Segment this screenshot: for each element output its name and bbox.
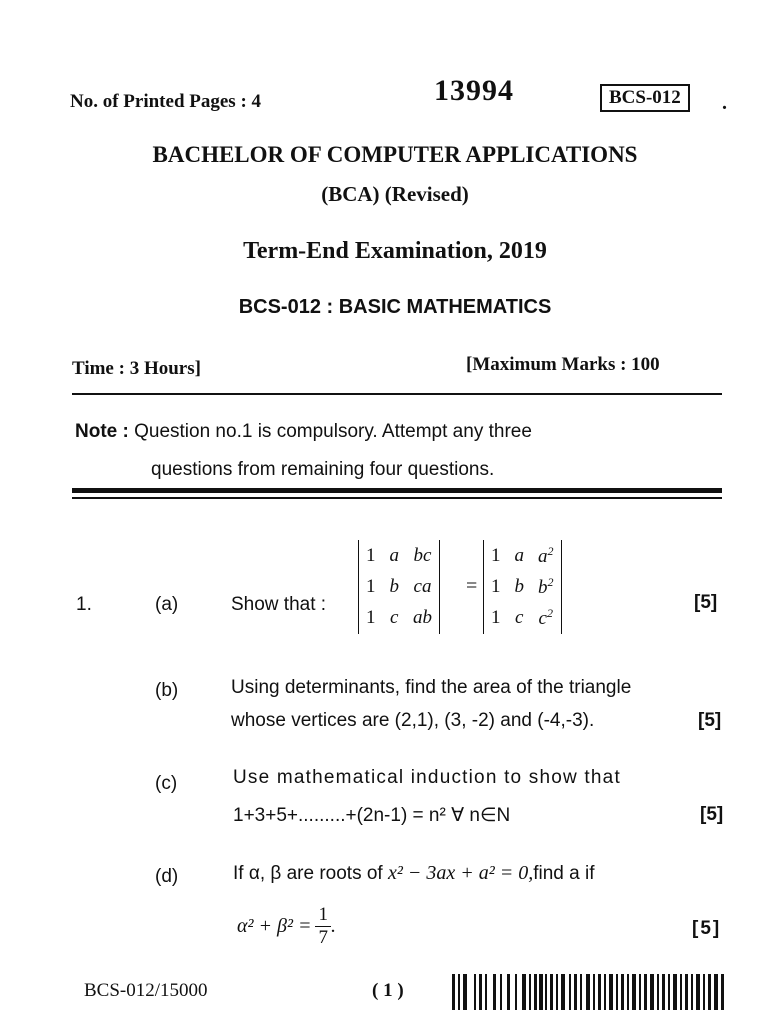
fraction-denominator: 7 [318, 927, 328, 948]
det-left-row: 1 b ca [366, 575, 432, 597]
determinant-right [483, 540, 562, 634]
determinant-left [358, 540, 440, 634]
det-right-row: 1 a $a^2$ [491, 543, 554, 567]
programme-title: BACHELOR OF COMPUTER APPLICATIONS [152, 142, 638, 167]
divider-top [72, 393, 722, 395]
part-a-marks: [5] [694, 592, 718, 613]
box-dot: . [722, 92, 727, 114]
part-c-line-2: 1+3+5+.........+(2n-1) = n² ∀ n∈N [233, 805, 511, 826]
part-a-label: (a) [155, 594, 179, 615]
course-title: BCS-012 : BASIC MATHEMATICS [238, 296, 552, 318]
det-left-row: 1 c ab [366, 606, 432, 628]
part-c-marks: [5] [700, 804, 724, 825]
note-label: Note : [75, 421, 129, 442]
maximum-marks: [Maximum Marks : 100 [466, 354, 660, 375]
det-right-row: 1 b $b^2$ [491, 574, 554, 598]
part-b-line-1: Using determinants, find the area of the triangle [231, 677, 632, 698]
time-allowed: Time : 3 Hours] [72, 358, 201, 379]
note-line-1: Question no.1 is compulsory. Attempt any three [134, 421, 532, 442]
divider-thick [72, 488, 722, 493]
divider-thin [72, 497, 722, 499]
course-code-box: BCS-012 [600, 84, 690, 112]
part-d-period: . [330, 915, 336, 937]
fraction-numerator: 1 [315, 904, 331, 927]
part-d-marks: [5] [692, 918, 722, 939]
note-line-2: questions from remaining four questions. [151, 459, 495, 480]
part-d-prefix: If α, β are roots of [233, 863, 383, 884]
footer-code: BCS-012/15000 [84, 980, 208, 1001]
part-b-line-2: whose vertices are (2,1), (3, -2) and (-4,-3). [231, 710, 595, 731]
part-a-prefix: Show that : [231, 594, 327, 615]
barcode [452, 974, 728, 1010]
part-d-line-1 [233, 862, 594, 885]
part-c-label: (c) [155, 773, 178, 794]
page-number: ( 1 ) [372, 980, 404, 1001]
part-b-marks: [5] [698, 710, 722, 731]
instructions-note [75, 413, 725, 489]
printed-pages: No. of Printed Pages : 4 [70, 91, 262, 112]
det-left-row: 1 a bc [366, 544, 432, 566]
part-b-label: (b) [155, 680, 179, 701]
fraction [315, 904, 331, 949]
part-d-line-2 [237, 904, 336, 949]
part-c-line-1: Use mathematical induction to show that [233, 767, 621, 788]
part-d-suffix: find a if [533, 863, 595, 884]
determinant-equals: = [466, 575, 478, 597]
det-right-row: 1 c $c^2$ [491, 605, 553, 629]
part-d-equation: x² − 3ax + a² = 0, [387, 862, 534, 884]
programme-revision: (BCA) (Revised) [321, 182, 469, 206]
part-d-lhs: α² + β² = [237, 915, 312, 937]
paper-serial-code: 13994 [434, 74, 514, 107]
question-number: 1. [76, 594, 92, 615]
part-d-label: (d) [155, 866, 179, 887]
exam-title: Term-End Examination, 2019 [243, 238, 547, 264]
